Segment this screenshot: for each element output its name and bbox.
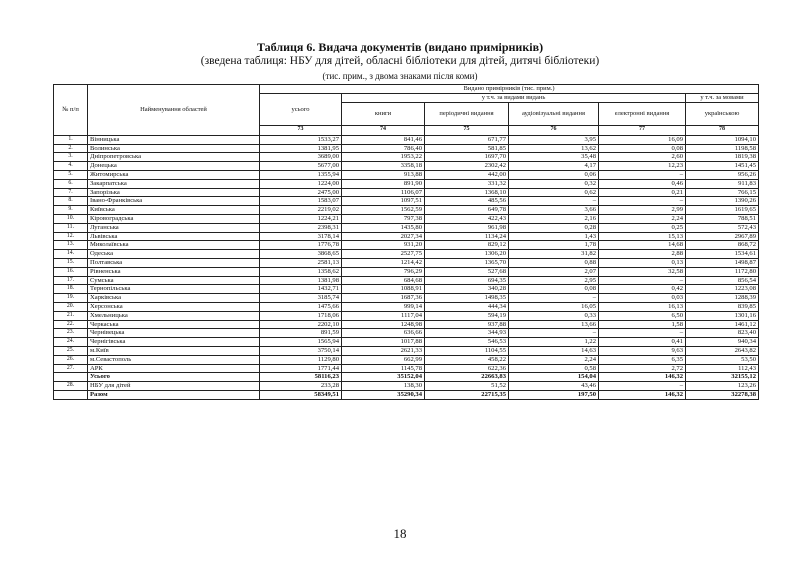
cell-total: 1224,21 bbox=[260, 214, 342, 223]
cell-electronic: 2,60 bbox=[599, 153, 686, 162]
cell-electronic: 0,08 bbox=[599, 144, 686, 153]
region-name: м.Севастополь bbox=[88, 355, 260, 364]
row-number: 9. bbox=[54, 206, 88, 215]
cell-audiovisual: 1,22 bbox=[509, 338, 599, 347]
cell-periodicals: 1104,55 bbox=[425, 346, 509, 355]
cell-periodicals: 1365,70 bbox=[425, 258, 509, 267]
header-by-language: у т.ч. за мовами bbox=[686, 94, 759, 103]
cell-total: 1129,80 bbox=[260, 355, 342, 364]
header-number: № п/п bbox=[54, 85, 88, 136]
cell-books: 662,99 bbox=[342, 355, 425, 364]
cell-ukrainian: 32278,38 bbox=[686, 390, 759, 399]
cell-books: 35290,34 bbox=[342, 390, 425, 399]
cell-audiovisual: 2,07 bbox=[509, 267, 599, 276]
cell-ukrainian: 788,51 bbox=[686, 214, 759, 223]
cell-total: 1381,95 bbox=[260, 144, 342, 153]
row-number: 7. bbox=[54, 188, 88, 197]
table-row bbox=[54, 197, 759, 206]
cell-total: 1583,07 bbox=[260, 197, 342, 206]
row-number: 12. bbox=[54, 232, 88, 241]
cell-electronic: 2,99 bbox=[599, 206, 686, 215]
cell-audiovisual: 0,62 bbox=[509, 188, 599, 197]
row-number: 26. bbox=[54, 355, 88, 364]
cell-audiovisual: 0,33 bbox=[509, 311, 599, 320]
cell-periodicals: 1498,35 bbox=[425, 294, 509, 303]
region-name: Житомирська bbox=[88, 170, 260, 179]
cell-ukrainian: 1172,80 bbox=[686, 267, 759, 276]
cell-audiovisual: 16,05 bbox=[509, 302, 599, 311]
table-row bbox=[54, 241, 759, 250]
cell-electronic: 146,32 bbox=[599, 390, 686, 399]
cell-total: 5677,00 bbox=[260, 162, 342, 171]
cell-total: 2475,00 bbox=[260, 188, 342, 197]
cell-audiovisual: 3,95 bbox=[509, 135, 599, 144]
row-number: 16. bbox=[54, 267, 88, 276]
row-number: 18. bbox=[54, 285, 88, 294]
cell-books: 999,14 bbox=[342, 302, 425, 311]
header-code: 74 bbox=[342, 125, 425, 135]
region-name: АРК bbox=[88, 364, 260, 373]
header-code: 77 bbox=[599, 125, 686, 135]
header-audiovisual: аудіовізуальні видання bbox=[509, 102, 599, 125]
cell-electronic: 0,25 bbox=[599, 223, 686, 232]
cell-books: 138,30 bbox=[342, 382, 425, 391]
table-row bbox=[54, 285, 759, 294]
cell-books: 1953,22 bbox=[342, 153, 425, 162]
region-name: Волинська bbox=[88, 144, 260, 153]
cell-electronic: – bbox=[599, 329, 686, 338]
cell-audiovisual: 2,24 bbox=[509, 355, 599, 364]
cell-periodicals: 1134,24 bbox=[425, 232, 509, 241]
cell-electronic: 0,42 bbox=[599, 285, 686, 294]
cell-audiovisual: 2,16 bbox=[509, 214, 599, 223]
cell-total: 1358,62 bbox=[260, 267, 342, 276]
cell-total: 1776,78 bbox=[260, 241, 342, 250]
cell-books: 2527,75 bbox=[342, 250, 425, 259]
cell-audiovisual: 0,32 bbox=[509, 179, 599, 188]
cell-electronic: 16,09 bbox=[599, 135, 686, 144]
cell-books: 2621,33 bbox=[342, 346, 425, 355]
cell-ukrainian: 1390,26 bbox=[686, 197, 759, 206]
cell-electronic: – bbox=[599, 170, 686, 179]
cell-audiovisual: 2,95 bbox=[509, 276, 599, 285]
header-code: 78 bbox=[686, 125, 759, 135]
cell-periodicals: 622,36 bbox=[425, 364, 509, 373]
cell-periodicals: 331,32 bbox=[425, 179, 509, 188]
row-number: 19. bbox=[54, 294, 88, 303]
cell-total: 3750,14 bbox=[260, 346, 342, 355]
cell-electronic: 16,13 bbox=[599, 302, 686, 311]
table-row bbox=[54, 135, 759, 144]
cell-ukrainian: 1619,65 bbox=[686, 206, 759, 215]
table-row bbox=[54, 346, 759, 355]
row-number: 1. bbox=[54, 135, 88, 144]
cell-periodicals: 22663,83 bbox=[425, 373, 509, 382]
cell-periodicals: 344,93 bbox=[425, 329, 509, 338]
cell-total: 3868,65 bbox=[260, 250, 342, 259]
row-number: 14. bbox=[54, 250, 88, 259]
row-number: 28. bbox=[54, 382, 88, 391]
cell-books: 35152,04 bbox=[342, 373, 425, 382]
row-number: 25. bbox=[54, 346, 88, 355]
header-region: Найменування областей bbox=[88, 85, 260, 136]
cell-audiovisual: 43,46 bbox=[509, 382, 599, 391]
subtotal-row bbox=[54, 373, 759, 382]
cell-ukrainian: 1094,10 bbox=[686, 135, 759, 144]
region-name: НБУ для дітей bbox=[88, 382, 260, 391]
region-name: Харківська bbox=[88, 294, 260, 303]
cell-books: 1687,36 bbox=[342, 294, 425, 303]
cell-periodicals: 546,53 bbox=[425, 338, 509, 347]
cell-audiovisual: – bbox=[509, 197, 599, 206]
cell-periodicals: 22715,35 bbox=[425, 390, 509, 399]
row-number bbox=[54, 373, 88, 382]
cell-electronic: 9,63 bbox=[599, 346, 686, 355]
row-number: 4. bbox=[54, 162, 88, 171]
cell-periodicals: 2302,42 bbox=[425, 162, 509, 171]
table-row bbox=[54, 188, 759, 197]
cell-audiovisual: – bbox=[509, 329, 599, 338]
cell-electronic: 6,35 bbox=[599, 355, 686, 364]
row-number: 21. bbox=[54, 311, 88, 320]
cell-ukrainian: 766,15 bbox=[686, 188, 759, 197]
cell-books: 797,38 bbox=[342, 214, 425, 223]
cell-periodicals: 340,28 bbox=[425, 285, 509, 294]
cell-books: 3358,18 bbox=[342, 162, 425, 171]
cell-ukrainian: 940,34 bbox=[686, 338, 759, 347]
cell-books: 1097,51 bbox=[342, 197, 425, 206]
table-body bbox=[54, 135, 759, 399]
cell-total: 1355,94 bbox=[260, 170, 342, 179]
row-number: 17. bbox=[54, 276, 88, 285]
header-total: усього bbox=[260, 94, 342, 126]
row-number bbox=[54, 390, 88, 399]
cell-audiovisual: 0,28 bbox=[509, 223, 599, 232]
cell-total: 1432,71 bbox=[260, 285, 342, 294]
table-row bbox=[54, 250, 759, 259]
cell-total: 1475,66 bbox=[260, 302, 342, 311]
cell-total: 58349,51 bbox=[260, 390, 342, 399]
cell-periodicals: 444,34 bbox=[425, 302, 509, 311]
cell-ukrainian: 956,26 bbox=[686, 170, 759, 179]
cell-total: 891,59 bbox=[260, 329, 342, 338]
cell-audiovisual: 0,58 bbox=[509, 364, 599, 373]
cell-books: 841,46 bbox=[342, 135, 425, 144]
table-row bbox=[54, 170, 759, 179]
cell-ukrainian: 1498,87 bbox=[686, 258, 759, 267]
cell-electronic: 6,50 bbox=[599, 311, 686, 320]
cell-total: 2581,13 bbox=[260, 258, 342, 267]
cell-audiovisual: 0,88 bbox=[509, 258, 599, 267]
cell-periodicals: 1306,20 bbox=[425, 250, 509, 259]
cell-total: 1565,94 bbox=[260, 338, 342, 347]
cell-ukrainian: 32155,12 bbox=[686, 373, 759, 382]
cell-ukrainian: 123,26 bbox=[686, 382, 759, 391]
grand-total-row bbox=[54, 390, 759, 399]
region-name: Донецька bbox=[88, 162, 260, 171]
cell-books: 684,68 bbox=[342, 276, 425, 285]
units-note: (тис. прим., з двома знаками після коми) bbox=[322, 71, 478, 81]
row-number: 8. bbox=[54, 197, 88, 206]
cell-total: 2398,31 bbox=[260, 223, 342, 232]
cell-ukrainian: 2643,82 bbox=[686, 346, 759, 355]
cell-electronic: 12,23 bbox=[599, 162, 686, 171]
cell-audiovisual: – bbox=[509, 294, 599, 303]
cell-audiovisual: 0,06 bbox=[509, 170, 599, 179]
cell-books: 796,29 bbox=[342, 267, 425, 276]
cell-books: 1562,59 bbox=[342, 206, 425, 215]
cell-electronic: 1,58 bbox=[599, 320, 686, 329]
cell-books: 1106,07 bbox=[342, 188, 425, 197]
cell-books: 1435,80 bbox=[342, 223, 425, 232]
cell-books: 931,20 bbox=[342, 241, 425, 250]
row-number: 10. bbox=[54, 214, 88, 223]
region-name: Запорізька bbox=[88, 188, 260, 197]
region-name: Миколаївська bbox=[88, 241, 260, 250]
region-name: Разом bbox=[88, 390, 260, 399]
table-row bbox=[54, 162, 759, 171]
header-by-type: у т.ч. за видами видань bbox=[342, 94, 686, 103]
cell-electronic: – bbox=[599, 382, 686, 391]
cell-total: 58116,23 bbox=[260, 373, 342, 382]
cell-ukrainian: 868,72 bbox=[686, 241, 759, 250]
cell-ukrainian: 856,54 bbox=[686, 276, 759, 285]
header-issued: Видано примірників (тис. прим.) bbox=[260, 85, 759, 94]
cell-ukrainian: 2967,89 bbox=[686, 232, 759, 241]
cell-ukrainian: 53,50 bbox=[686, 355, 759, 364]
cell-electronic: 0,21 bbox=[599, 188, 686, 197]
region-name: Херсонська bbox=[88, 302, 260, 311]
cell-audiovisual: 154,04 bbox=[509, 373, 599, 382]
row-number: 22. bbox=[54, 320, 88, 329]
cell-ukrainian: 1288,39 bbox=[686, 294, 759, 303]
cell-books: 913,88 bbox=[342, 170, 425, 179]
cell-books: 891,90 bbox=[342, 179, 425, 188]
cell-electronic: 14,68 bbox=[599, 241, 686, 250]
table-row bbox=[54, 382, 759, 391]
header-ukrainian: українською bbox=[686, 102, 759, 125]
issuance-table bbox=[53, 84, 759, 400]
cell-total: 1771,44 bbox=[260, 364, 342, 373]
region-name: Київська bbox=[88, 206, 260, 215]
cell-total: 2219,02 bbox=[260, 206, 342, 215]
cell-audiovisual: 197,50 bbox=[509, 390, 599, 399]
cell-periodicals: 442,00 bbox=[425, 170, 509, 179]
region-name: Полтавська bbox=[88, 258, 260, 267]
table-row bbox=[54, 144, 759, 153]
region-name: Черкаська bbox=[88, 320, 260, 329]
cell-total: 2202,10 bbox=[260, 320, 342, 329]
cell-ukrainian: 1198,58 bbox=[686, 144, 759, 153]
cell-electronic: 2,72 bbox=[599, 364, 686, 373]
table-row bbox=[54, 214, 759, 223]
table-row bbox=[54, 267, 759, 276]
region-name: Луганська bbox=[88, 223, 260, 232]
region-name: Чернівецька bbox=[88, 329, 260, 338]
region-name: Чернігівська bbox=[88, 338, 260, 347]
header-code: 76 bbox=[509, 125, 599, 135]
cell-audiovisual: 14,63 bbox=[509, 346, 599, 355]
row-number: 2. bbox=[54, 144, 88, 153]
cell-total: 3185,74 bbox=[260, 294, 342, 303]
header-books: книги bbox=[342, 102, 425, 125]
row-number: 13. bbox=[54, 241, 88, 250]
cell-ukrainian: 839,85 bbox=[686, 302, 759, 311]
cell-total: 233,28 bbox=[260, 382, 342, 391]
cell-total: 1381,98 bbox=[260, 276, 342, 285]
table-row bbox=[54, 338, 759, 347]
table-row bbox=[54, 320, 759, 329]
cell-ukrainian: 911,83 bbox=[686, 179, 759, 188]
cell-books: 2027,34 bbox=[342, 232, 425, 241]
table-title: Таблиця 6. Видача документів (видано примірників) bbox=[256, 40, 544, 54]
cell-electronic: 0,41 bbox=[599, 338, 686, 347]
row-number: 20. bbox=[54, 302, 88, 311]
cell-total: 1533,27 bbox=[260, 135, 342, 144]
cell-audiovisual: 0,08 bbox=[509, 285, 599, 294]
region-name: Дніпропетровська bbox=[88, 153, 260, 162]
cell-books: 786,40 bbox=[342, 144, 425, 153]
cell-audiovisual: 13,66 bbox=[509, 320, 599, 329]
cell-electronic: 2,24 bbox=[599, 214, 686, 223]
table-row bbox=[54, 223, 759, 232]
cell-audiovisual: 3,66 bbox=[509, 206, 599, 215]
cell-electronic: 15,13 bbox=[599, 232, 686, 241]
cell-books: 1248,98 bbox=[342, 320, 425, 329]
cell-periodicals: 649,78 bbox=[425, 206, 509, 215]
cell-periodicals: 594,19 bbox=[425, 311, 509, 320]
table-row bbox=[54, 153, 759, 162]
cell-periodicals: 671,77 bbox=[425, 135, 509, 144]
row-number: 11. bbox=[54, 223, 88, 232]
cell-electronic: 0,46 bbox=[599, 179, 686, 188]
region-name: Хмельницька bbox=[88, 311, 260, 320]
cell-periodicals: 485,56 bbox=[425, 197, 509, 206]
cell-periodicals: 51,52 bbox=[425, 382, 509, 391]
table-row bbox=[54, 329, 759, 338]
header-periodicals: періодичні видання bbox=[425, 102, 509, 125]
cell-electronic: 146,32 bbox=[599, 373, 686, 382]
row-number: 6. bbox=[54, 179, 88, 188]
cell-books: 1145,78 bbox=[342, 364, 425, 373]
region-name: Тернопільська bbox=[88, 285, 260, 294]
cell-periodicals: 422,43 bbox=[425, 214, 509, 223]
table-row bbox=[54, 232, 759, 241]
region-name: Рівненська bbox=[88, 267, 260, 276]
cell-books: 1017,88 bbox=[342, 338, 425, 347]
region-name: Одеська bbox=[88, 250, 260, 259]
cell-ukrainian: 1451,45 bbox=[686, 162, 759, 171]
cell-periodicals: 1368,10 bbox=[425, 188, 509, 197]
header-code: 73 bbox=[260, 125, 342, 135]
cell-total: 3178,14 bbox=[260, 232, 342, 241]
region-name: Кіровоградська bbox=[88, 214, 260, 223]
region-name: Закарпатська bbox=[88, 179, 260, 188]
cell-periodicals: 961,98 bbox=[425, 223, 509, 232]
cell-books: 1117,04 bbox=[342, 311, 425, 320]
cell-audiovisual: 13,62 bbox=[509, 144, 599, 153]
row-number: 23. bbox=[54, 329, 88, 338]
table-row bbox=[54, 355, 759, 364]
cell-electronic: – bbox=[599, 276, 686, 285]
table-subtitle: (зведена таблиця: НБУ для дітей, обласні бібліотеки для дітей, дитячі бібліотеки) bbox=[200, 55, 600, 67]
table-row bbox=[54, 179, 759, 188]
cell-periodicals: 527,68 bbox=[425, 267, 509, 276]
cell-electronic: 32,58 bbox=[599, 267, 686, 276]
region-name: Усього bbox=[88, 373, 260, 382]
cell-periodicals: 694,35 bbox=[425, 276, 509, 285]
table-row bbox=[54, 364, 759, 373]
cell-audiovisual: 1,43 bbox=[509, 232, 599, 241]
cell-periodicals: 829,12 bbox=[425, 241, 509, 250]
cell-ukrainian: 823,40 bbox=[686, 329, 759, 338]
cell-periodicals: 1697,70 bbox=[425, 153, 509, 162]
cell-ukrainian: 1461,12 bbox=[686, 320, 759, 329]
cell-ukrainian: 112,43 bbox=[686, 364, 759, 373]
cell-periodicals: 937,88 bbox=[425, 320, 509, 329]
cell-electronic: 0,13 bbox=[599, 258, 686, 267]
row-number: 5. bbox=[54, 170, 88, 179]
row-number: 3. bbox=[54, 153, 88, 162]
region-name: Львівська bbox=[88, 232, 260, 241]
region-name: Вінницька bbox=[88, 135, 260, 144]
table-row bbox=[54, 311, 759, 320]
cell-audiovisual: 31,82 bbox=[509, 250, 599, 259]
row-number: 15. bbox=[54, 258, 88, 267]
header-code: 75 bbox=[425, 125, 509, 135]
cell-ukrainian: 572,43 bbox=[686, 223, 759, 232]
cell-total: 3689,00 bbox=[260, 153, 342, 162]
row-number: 24. bbox=[54, 338, 88, 347]
table-row bbox=[54, 294, 759, 303]
cell-total: 1224,00 bbox=[260, 179, 342, 188]
cell-total: 1718,06 bbox=[260, 311, 342, 320]
table-row bbox=[54, 302, 759, 311]
table-row bbox=[54, 206, 759, 215]
page-number: 18 bbox=[393, 526, 407, 541]
cell-audiovisual: 1,78 bbox=[509, 241, 599, 250]
cell-books: 1088,91 bbox=[342, 285, 425, 294]
cell-periodicals: 581,85 bbox=[425, 144, 509, 153]
cell-ukrainian: 1223,08 bbox=[686, 285, 759, 294]
cell-ukrainian: 1301,16 bbox=[686, 311, 759, 320]
cell-books: 636,66 bbox=[342, 329, 425, 338]
cell-audiovisual: 35,48 bbox=[509, 153, 599, 162]
cell-electronic: 2,88 bbox=[599, 250, 686, 259]
table-row bbox=[54, 276, 759, 285]
cell-ukrainian: 1534,61 bbox=[686, 250, 759, 259]
region-name: Сумська bbox=[88, 276, 260, 285]
cell-periodicals: 458,22 bbox=[425, 355, 509, 364]
row-number: 27. bbox=[54, 364, 88, 373]
cell-books: 1214,42 bbox=[342, 258, 425, 267]
region-name: м.Київ bbox=[88, 346, 260, 355]
cell-audiovisual: 4,17 bbox=[509, 162, 599, 171]
region-name: Івано-Франківська bbox=[88, 197, 260, 206]
cell-ukrainian: 1819,38 bbox=[686, 153, 759, 162]
cell-electronic: 0,03 bbox=[599, 294, 686, 303]
header-electronic: електронні видання bbox=[599, 102, 686, 125]
cell-electronic: – bbox=[599, 197, 686, 206]
table-row bbox=[54, 258, 759, 267]
